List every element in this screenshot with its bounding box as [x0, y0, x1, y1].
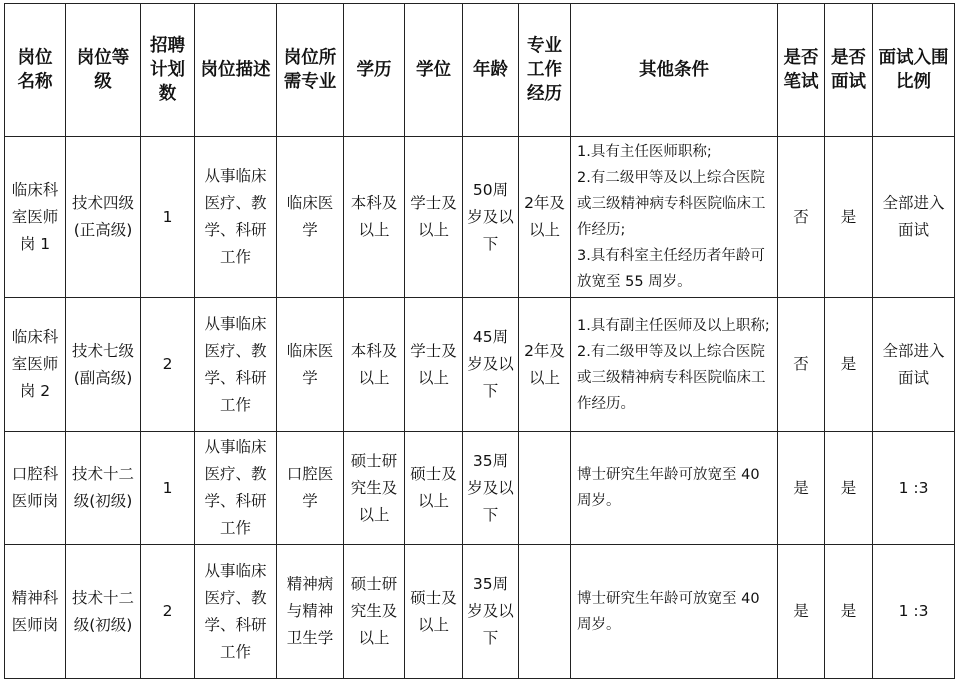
cell-written: 是 — [778, 545, 825, 679]
cell-conditions — [571, 545, 778, 679]
cell-age: 35周岁及以下 — [463, 545, 519, 679]
header-edu: 学历 — [344, 4, 405, 137]
cell-grade: 技术四级(正高级) — [66, 137, 141, 298]
cell-plan: 2 — [141, 298, 195, 432]
cell-interview: 是 — [825, 298, 873, 432]
cell-major: 口腔医学 — [277, 432, 344, 545]
cell-degree: 硕士及以上 — [405, 545, 463, 679]
cell-edu: 本科及以上 — [344, 137, 405, 298]
cell-exp: 2年及以上 — [519, 298, 571, 432]
header-major: 岗位所需专业 — [277, 4, 344, 137]
cell-desc: 从事临床医疗、教学、科研工作 — [195, 432, 277, 545]
header-degree: 学位 — [405, 4, 463, 137]
table-row — [5, 298, 955, 432]
table-row — [5, 137, 955, 298]
cell-conditions — [571, 137, 778, 298]
header-plan: 招聘计划数 — [141, 4, 195, 137]
cell-written: 否 — [778, 298, 825, 432]
cell-name: 临床科室医师岗 1 — [5, 137, 66, 298]
cell-major: 临床医学 — [277, 137, 344, 298]
cell-interview: 是 — [825, 137, 873, 298]
cell-desc: 从事临床医疗、教学、科研工作 — [195, 545, 277, 679]
header-grade: 岗位等级 — [66, 4, 141, 137]
header-interview: 是否面试 — [825, 4, 873, 137]
condition-line: 2.有二级甲等及以上综合医院或三级精神病专科医院临床工作经历; — [577, 170, 766, 238]
cell-grade: 技术十二级(初级) — [66, 432, 141, 545]
cell-desc: 从事临床医疗、教学、科研工作 — [195, 298, 277, 432]
condition-line: 1.具有副主任医师及以上职称; — [577, 317, 770, 334]
condition-line: 1.具有主任医师职称; — [577, 144, 712, 160]
condition-line: 博士研究生年龄可放宽至 40 周岁。 — [577, 590, 760, 633]
recruitment-table — [4, 3, 955, 679]
cell-degree: 学士及以上 — [405, 298, 463, 432]
cell-ratio: 全部进入面试 — [873, 298, 955, 432]
table-row — [5, 545, 955, 679]
header-row — [5, 4, 955, 137]
cell-desc: 从事临床医疗、教学、科研 工作 — [195, 137, 277, 298]
cell-edu: 硕士研究生及以上 — [344, 432, 405, 545]
cell-edu: 硕士研究生及以上 — [344, 545, 405, 679]
condition-line: 博士研究生年龄可放宽至 40 周岁。 — [577, 467, 760, 509]
cell-degree: 硕士及以上 — [405, 432, 463, 545]
table-row — [5, 432, 955, 545]
header-exp: 专业工作经历 — [519, 4, 571, 137]
cell-written: 是 — [778, 432, 825, 545]
cell-plan: 2 — [141, 545, 195, 679]
cell-conditions — [571, 298, 778, 432]
cell-grade: 技术十二级(初级) — [66, 545, 141, 679]
cell-age: 45周岁及以下 — [463, 298, 519, 432]
cell-name: 临床科室医师岗 2 — [5, 298, 66, 432]
cell-degree: 学士及以上 — [405, 137, 463, 298]
header-age: 年龄 — [463, 4, 519, 137]
header-desc: 岗位描述 — [195, 4, 277, 137]
cell-interview: 是 — [825, 545, 873, 679]
cell-major: 精神病与精神卫生学 — [277, 545, 344, 679]
cell-edu: 本科及以上 — [344, 298, 405, 432]
header-name: 岗位名称 — [5, 4, 66, 137]
cell-exp — [519, 545, 571, 679]
cell-ratio: 1 :3 — [873, 432, 955, 545]
header-ratio: 面试入围比例 — [873, 4, 955, 137]
cell-ratio: 1 :3 — [873, 545, 955, 679]
cell-ratio: 全部进入面试 — [873, 137, 955, 298]
cell-plan: 1 — [141, 432, 195, 545]
header-cond: 其他条件 — [571, 4, 778, 137]
cell-name: 口腔科医师岗 — [5, 432, 66, 545]
cell-age: 35周岁及以下 — [463, 432, 519, 545]
header-written: 是否笔试 — [778, 4, 825, 137]
condition-line: 3.具有科室主任经历者年龄可放宽至 55 周岁。 — [577, 248, 765, 290]
condition-line: 2.有二级甲等及以上综合医院或三级精神病专科医院临床工作经历。 — [577, 343, 766, 412]
cell-interview: 是 — [825, 432, 873, 545]
cell-grade: 技术七级(副高级) — [66, 298, 141, 432]
cell-written: 否 — [778, 137, 825, 298]
cell-major: 临床医学 — [277, 298, 344, 432]
cell-exp — [519, 432, 571, 545]
cell-conditions — [571, 432, 778, 545]
cell-age: 50周岁及以下 — [463, 137, 519, 298]
cell-exp: 2年及以上 — [519, 137, 571, 298]
cell-plan: 1 — [141, 137, 195, 298]
cell-name: 精神科医师岗 — [5, 545, 66, 679]
